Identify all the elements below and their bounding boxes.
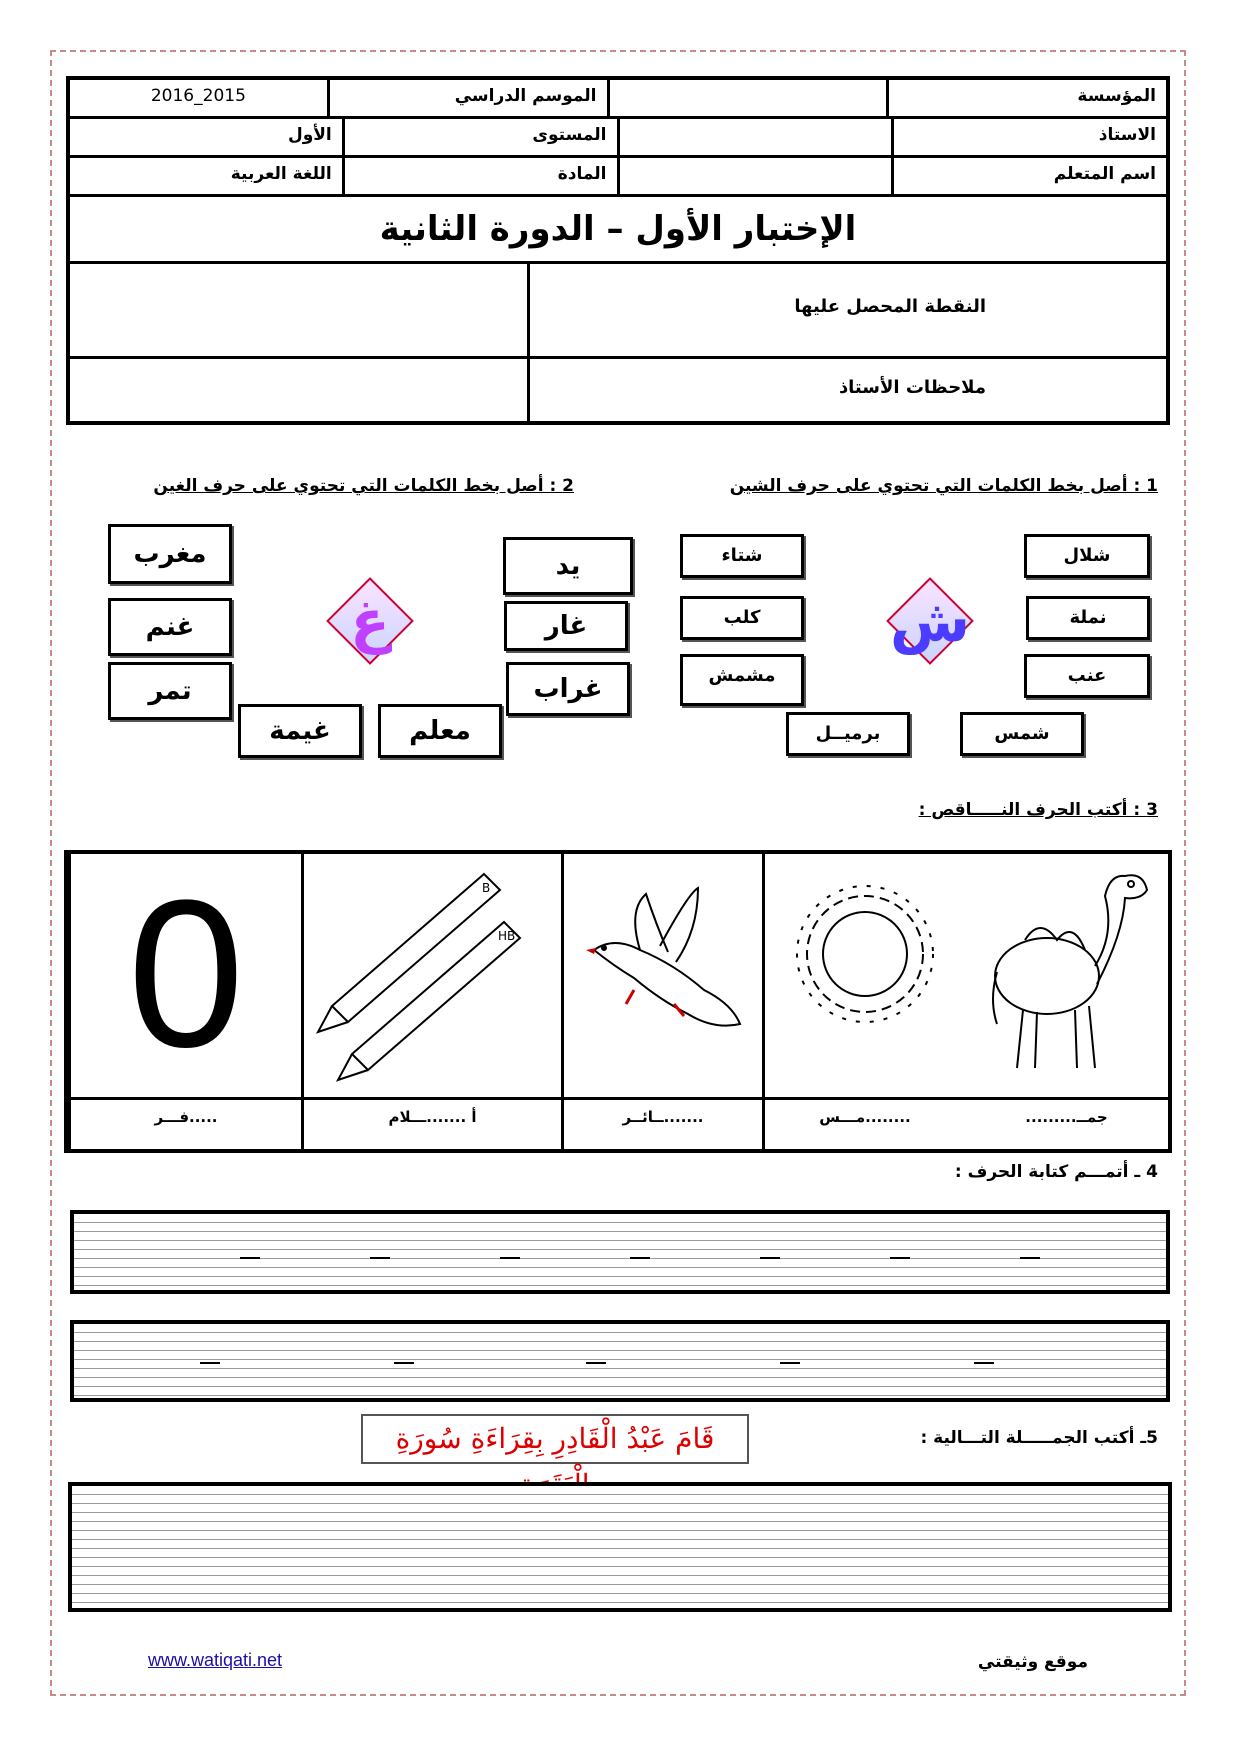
score-value[interactable] xyxy=(70,264,530,356)
score-row xyxy=(70,264,1166,359)
missing-letter-item[interactable]: جمــ......... xyxy=(965,1097,1168,1149)
pencils-icon xyxy=(304,854,560,1094)
word-box[interactable]: عنب xyxy=(1024,654,1150,698)
sun-icon xyxy=(765,854,965,1094)
subject-label: المادة xyxy=(342,158,617,194)
pencil-mark-hb: HB xyxy=(498,929,516,943)
letter-ghain: غ xyxy=(350,587,390,655)
header-table xyxy=(66,76,1170,425)
word-box[interactable]: شمس xyxy=(960,712,1084,756)
site-name: موقع وثيقتي xyxy=(977,1652,1088,1672)
dash-mark xyxy=(500,1257,520,1259)
notes-row xyxy=(70,359,1166,421)
score-label: النقطة المحصل عليها xyxy=(794,296,986,317)
word-box[interactable]: تمر xyxy=(108,662,232,720)
writing-lines-1[interactable] xyxy=(70,1210,1170,1294)
teacher-label: الاستاذ xyxy=(891,119,1166,155)
season-value: 2016_2015 xyxy=(150,86,246,106)
missing-letter-item[interactable]: .......ــائــر xyxy=(561,1097,762,1149)
exercise1-instruction: 1 : أصل بخط الكلمات التي تحتوي على حرف الشين xyxy=(729,476,1158,496)
dash-mark xyxy=(1020,1257,1040,1259)
word-box[interactable]: مغرب xyxy=(108,524,232,584)
word-box[interactable]: غنم xyxy=(108,598,232,656)
word-box[interactable]: يد xyxy=(503,537,633,595)
institution-label: المؤسسة xyxy=(886,80,1166,116)
word-box[interactable]: كلب xyxy=(680,596,804,640)
exercise4-instruction: 4 ـ أتمـــم كتابة الحرف : xyxy=(954,1162,1158,1182)
exercise2-instruction: 2 : أصل بخط الكلمات التي تحتوي على حرف الغين xyxy=(153,476,574,496)
dash-mark xyxy=(890,1257,910,1259)
header-row-2 xyxy=(70,119,1166,158)
dash-mark xyxy=(370,1257,390,1259)
exercise5-instruction: 5ـ أكتب الجمـــــلة التـــالية : xyxy=(920,1428,1158,1448)
subject-value: اللغة العربية xyxy=(230,164,332,184)
writing-lines-3[interactable] xyxy=(68,1482,1172,1612)
student-value[interactable] xyxy=(617,158,892,194)
word-box[interactable]: شلال xyxy=(1024,534,1150,578)
level-label: المستوى xyxy=(342,119,617,155)
pencils-picture-cell xyxy=(301,854,561,1097)
word-box[interactable]: غار xyxy=(504,601,628,651)
pictures-table xyxy=(64,850,1172,1153)
dash-mark xyxy=(200,1362,220,1364)
dash-mark xyxy=(630,1257,650,1259)
dash-mark xyxy=(780,1362,800,1364)
missing-letter-item[interactable]: ........مـــس xyxy=(762,1097,965,1149)
notes-value[interactable] xyxy=(70,359,530,421)
word-box[interactable]: غراب xyxy=(506,662,630,716)
word-box[interactable]: برميــل xyxy=(786,712,910,756)
word-box[interactable]: نملة xyxy=(1026,596,1150,640)
zero-digit: 0 xyxy=(68,854,301,1097)
writing-lines-2[interactable] xyxy=(70,1320,1170,1402)
dash-mark xyxy=(760,1257,780,1259)
word-box[interactable]: غيمة xyxy=(238,704,362,758)
word-box[interactable]: مشمش xyxy=(680,654,804,706)
site-link[interactable]: www.watiqati.net xyxy=(148,1650,283,1670)
camel-icon xyxy=(965,854,1165,1094)
word-box[interactable]: شتاء xyxy=(680,534,804,578)
student-label: اسم المتعلم xyxy=(891,158,1166,194)
word-box[interactable]: معلم xyxy=(378,704,502,758)
header-row-3 xyxy=(70,158,1166,197)
level-value: الأول xyxy=(287,125,332,145)
season-label: الموسم الدراسي xyxy=(327,80,607,116)
missing-letter-item[interactable]: أ .......ـــلام xyxy=(301,1097,561,1149)
bird-picture-cell xyxy=(561,854,762,1097)
header-row-1 xyxy=(70,80,1166,119)
sun-picture-cell xyxy=(762,854,965,1097)
missing-letter-item[interactable]: .....فـــر xyxy=(68,1097,301,1149)
notes-label: ملاحظات الأستاذ xyxy=(838,377,986,398)
institution-value[interactable] xyxy=(607,80,887,116)
dash-mark xyxy=(240,1257,260,1259)
bird-icon xyxy=(564,854,764,1094)
dash-mark xyxy=(394,1362,414,1364)
exam-title: الإختبار الأول – الدورة الثانية xyxy=(70,197,1166,264)
exercise3-instruction: 3 : أكتب الحرف النـــــاقص : xyxy=(918,800,1158,820)
model-sentence: قَامَ عَبْدُ الْقَادِرِ بِقِرَاءَةِ سُورَةِ xyxy=(361,1414,749,1464)
dash-mark xyxy=(974,1362,994,1364)
camel-picture-cell xyxy=(965,854,1168,1097)
letter-shin: ش xyxy=(889,587,971,655)
pencil-mark-b: B xyxy=(482,881,491,895)
teacher-value[interactable] xyxy=(617,119,892,155)
dash-mark xyxy=(586,1362,606,1364)
